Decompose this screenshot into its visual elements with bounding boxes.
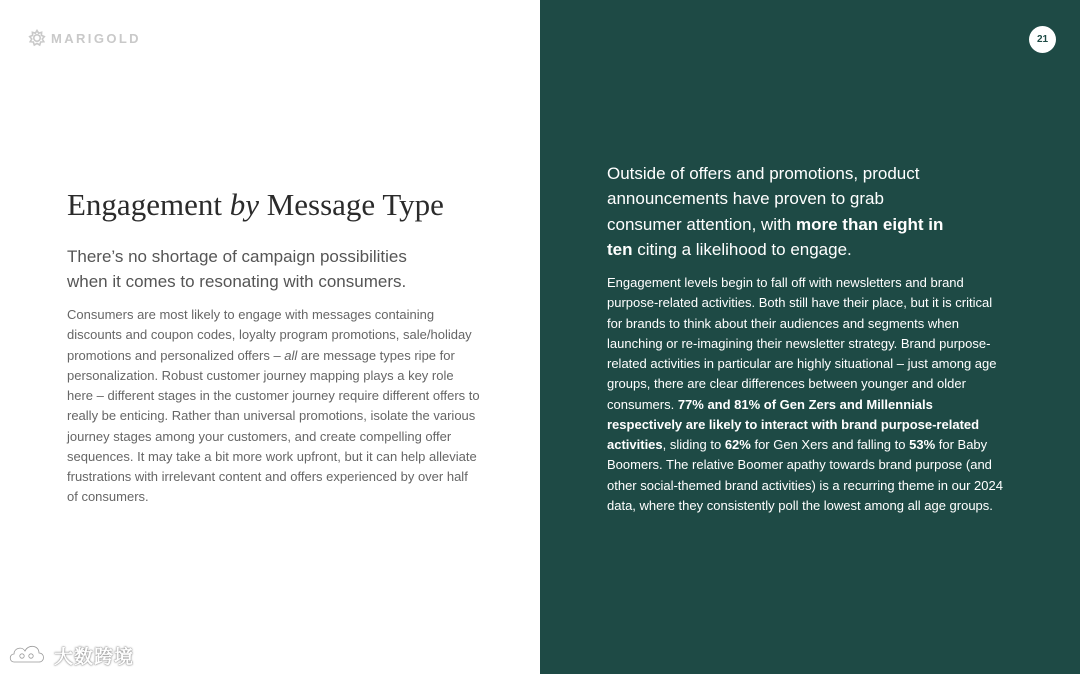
title-part-3: Message Type [258, 187, 444, 222]
left-body-text-1: Consumers are most likely to engage with messages containing discounts and coupon codes, loyalty program promotions, sale/holiday promotions and personalized offers – [67, 307, 472, 363]
brand-name: MARIGOLD [51, 30, 141, 46]
page-number-badge: 21 [1029, 26, 1056, 53]
right-lead-paragraph [607, 161, 947, 262]
right-body-paragraph [607, 273, 1007, 516]
right-body-text-2: , sliding to [662, 437, 725, 452]
title-italic-by: by [229, 187, 259, 222]
title-part-1: Engagement [67, 187, 230, 222]
brand-logo [28, 29, 141, 47]
gear-flower-icon [28, 29, 46, 47]
right-body-text-4: for Baby Boomers. The relative Boomer apathy towards brand purpose (and other social-themed brand activities) is a recurring theme in our 2024 data, where they consistently poll the lowest among all age groups. [607, 437, 1003, 513]
lead-bold-stat: more than eight in ten [607, 214, 944, 259]
watermark [8, 640, 134, 671]
left-body-italic: all [284, 347, 298, 363]
watermark-text: 大数跨境 [54, 647, 135, 668]
page-subtitle: There’s no shortage of campaign possibilities when it comes to resonating with consumers. [67, 247, 407, 291]
lead-text-1: Outside of offers and promotions, product announcements have proven to grab consumer attention, with [607, 164, 920, 234]
right-body-bold-3: 53% [909, 437, 936, 452]
left-body-paragraph [67, 305, 482, 508]
right-body-text-3: for Gen Xers and falling to [750, 437, 910, 452]
cloud-logo-icon [8, 640, 48, 671]
page-title [67, 188, 444, 222]
right-body-bold-1: 77% and 81% of Gen Zers and Millennials respectively are likely to interact with brand purpose-related activities [607, 396, 980, 452]
right-body-text-1: Engagement levels begin to fall off with newsletters and brand purpose-related activities. Both still have their place, but it is critical for brands to think about their audiences and segments when launching or re-imagining their newsletter strategy. Brand purpose-related activities in particular are highly situational – just among age groups, there are clear differences between younger and older consumers. [607, 275, 997, 412]
lead-text-2: citing a likelihood to engage. [632, 239, 852, 259]
left-body-text-2: are message types ripe for personalization. Robust customer journey mapping plays a key role here – different stages in the customer journey require different offers to really be enticing. Rather than universal promotions, isolate the various journey stages among your customers, and create compelling offer sequences. It may take a bit more work upfront, but it can help alleviate frustrations with irrelevant content and offers experienced by over half of consumers. [67, 347, 480, 505]
right-body-bold-2: 62% [724, 437, 751, 452]
